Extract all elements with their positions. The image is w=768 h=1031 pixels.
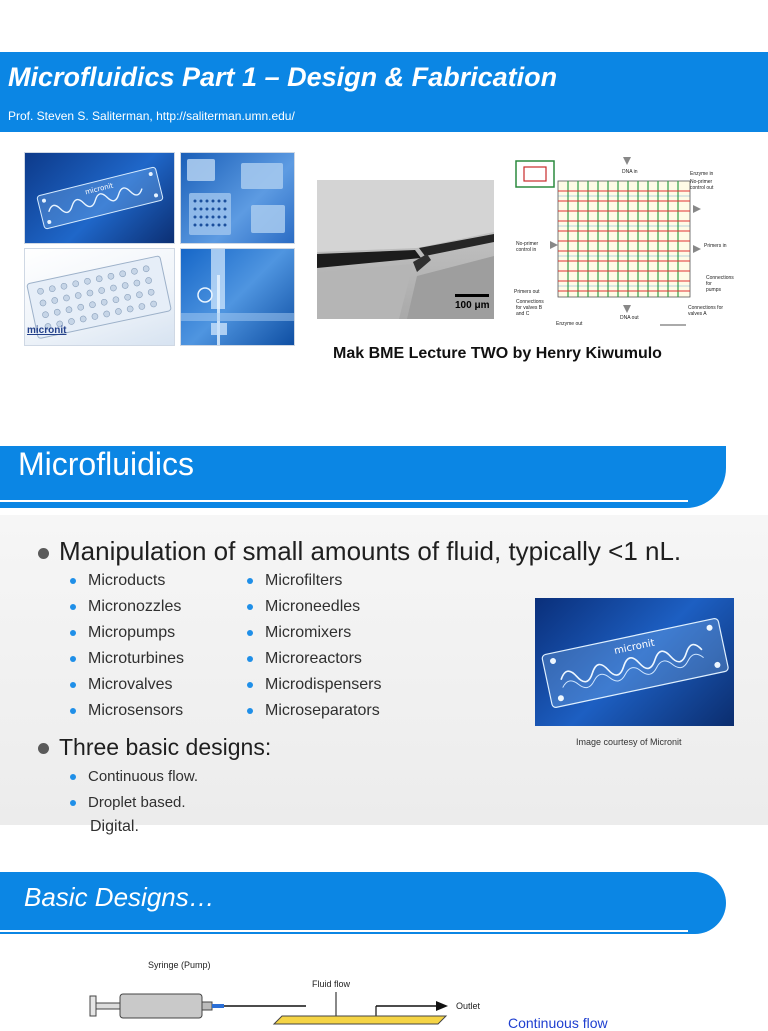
list-item xyxy=(70,794,186,811)
fluid-flow-label: Fluid flow xyxy=(312,979,351,989)
list-item-text: Microreactors xyxy=(265,650,362,667)
micronit-chip-illustration xyxy=(535,598,734,726)
bullet-dot xyxy=(70,656,76,662)
chip-brand-text: micronit xyxy=(84,181,115,197)
list-item-text: Microvalves xyxy=(88,676,173,693)
scale-bar-label: 100 μm xyxy=(455,300,490,311)
list-item-text: Micronozzles xyxy=(88,598,182,615)
bullet-three-designs-text: Three basic designs: xyxy=(59,734,272,760)
label-dna-in: DNA in xyxy=(622,169,638,175)
slide3-title: Basic Designs… xyxy=(24,882,215,912)
label-dna-out: DNA out xyxy=(620,315,639,321)
list-item xyxy=(70,650,184,668)
list-item xyxy=(247,676,381,694)
syringe-pump-illustration xyxy=(86,990,466,1024)
label-primers-out: Primers out xyxy=(514,289,540,295)
label-enzyme-in: Enzyme in xyxy=(690,171,714,177)
bullet-dot xyxy=(70,682,76,688)
list-item-cutoff: Digital. xyxy=(90,818,139,835)
outlet-label: Outlet xyxy=(456,1001,481,1011)
bullet-three-designs xyxy=(38,734,271,761)
bullet-dot xyxy=(247,656,253,662)
list-item xyxy=(247,624,351,642)
list-item-text: Continuous flow. xyxy=(88,768,199,785)
bullet-manipulation-text: Manipulation of small amounts of fluid, typically <1 nL. xyxy=(59,536,682,566)
bullet-dot xyxy=(70,630,76,636)
list-item-text: Microdispensers xyxy=(265,676,382,693)
list-item xyxy=(247,650,362,668)
bullet-dot xyxy=(70,578,76,584)
bullet-dot xyxy=(247,604,253,610)
slide2-title: Microfluidics xyxy=(18,446,195,482)
list-item xyxy=(247,572,342,590)
micronit-logo: micronit xyxy=(27,325,67,336)
capillary-photo xyxy=(180,248,295,346)
sem-image xyxy=(317,180,494,319)
lecture-caption: Mak BME Lecture TWO by Henry Kiwumulo xyxy=(333,345,662,362)
label-no-primer-control-out: No-primer control out xyxy=(690,179,714,191)
list-item xyxy=(247,598,360,616)
label-connections-pumps: Connections for pumps xyxy=(706,275,734,293)
chip-illustration xyxy=(25,153,174,243)
list-item-text: Droplet based. xyxy=(88,794,186,811)
bullet-dot xyxy=(38,743,49,754)
list-item xyxy=(70,572,165,590)
list-item-text: Microducts xyxy=(88,572,166,589)
bullet-dot xyxy=(70,800,76,806)
slide2-title-rule xyxy=(0,500,688,502)
slide3-title-rule xyxy=(0,930,688,932)
list-item-text: Microturbines xyxy=(88,650,185,667)
list-item xyxy=(70,624,175,642)
bullet-dot xyxy=(70,774,76,780)
slide1-title: Microfluidics Part 1 – Design & Fabrication xyxy=(8,62,558,92)
bullet-dot xyxy=(247,578,253,584)
list-item-text: Micropumps xyxy=(88,624,176,641)
continuous-flow-diagram xyxy=(86,990,466,1024)
bullet-dot xyxy=(70,604,76,610)
list-item xyxy=(70,768,198,785)
list-item-text: Microneedles xyxy=(265,598,361,615)
image-credit: Image courtesy of Micronit xyxy=(576,737,682,747)
scale-bar xyxy=(455,294,489,297)
list-item xyxy=(247,702,380,720)
bullet-dot xyxy=(247,708,253,714)
bullet-dot xyxy=(247,682,253,688)
bullet-manipulation xyxy=(38,536,681,567)
list-item-text: Micromixers xyxy=(265,624,352,641)
chip-photo xyxy=(24,152,175,244)
list-item-text: Microfilters xyxy=(265,572,343,589)
micronit-chip-photo xyxy=(535,598,734,726)
list-item xyxy=(70,676,172,694)
list-item xyxy=(70,598,181,616)
continuous-flow-link[interactable]: Continuous flow xyxy=(508,1015,608,1031)
label-no-primer-control-in: No-primer control in xyxy=(516,241,539,253)
well-plate-photo xyxy=(24,248,175,346)
bullet-dot xyxy=(70,708,76,714)
micronit-brand-text: micronit xyxy=(613,637,656,657)
syringe-label: Syringe (Pump) xyxy=(148,960,211,970)
list-item xyxy=(70,702,183,720)
microfluidic-grid-diagram xyxy=(510,155,734,330)
label-enzyme-out: Enzyme out xyxy=(556,321,583,327)
label-connections-valves-bc: Connections for valves B and C xyxy=(516,299,544,317)
array-chips-photo xyxy=(180,152,295,244)
list-item-text: Microsensors xyxy=(88,702,184,719)
array-chips-illustration xyxy=(181,153,294,243)
slide1-author: Prof. Steven S. Saliterman, http://saliterman.umn.edu/ xyxy=(8,109,295,123)
bullet-dot xyxy=(247,630,253,636)
label-connections-valves-a: Connections for valves A xyxy=(688,305,724,317)
list-item-text: Microseparators xyxy=(265,702,380,719)
sem-illustration xyxy=(317,180,494,319)
bullet-dot xyxy=(38,548,49,559)
capillary-illustration xyxy=(181,249,294,345)
label-primers-in: Primers in xyxy=(704,243,727,249)
